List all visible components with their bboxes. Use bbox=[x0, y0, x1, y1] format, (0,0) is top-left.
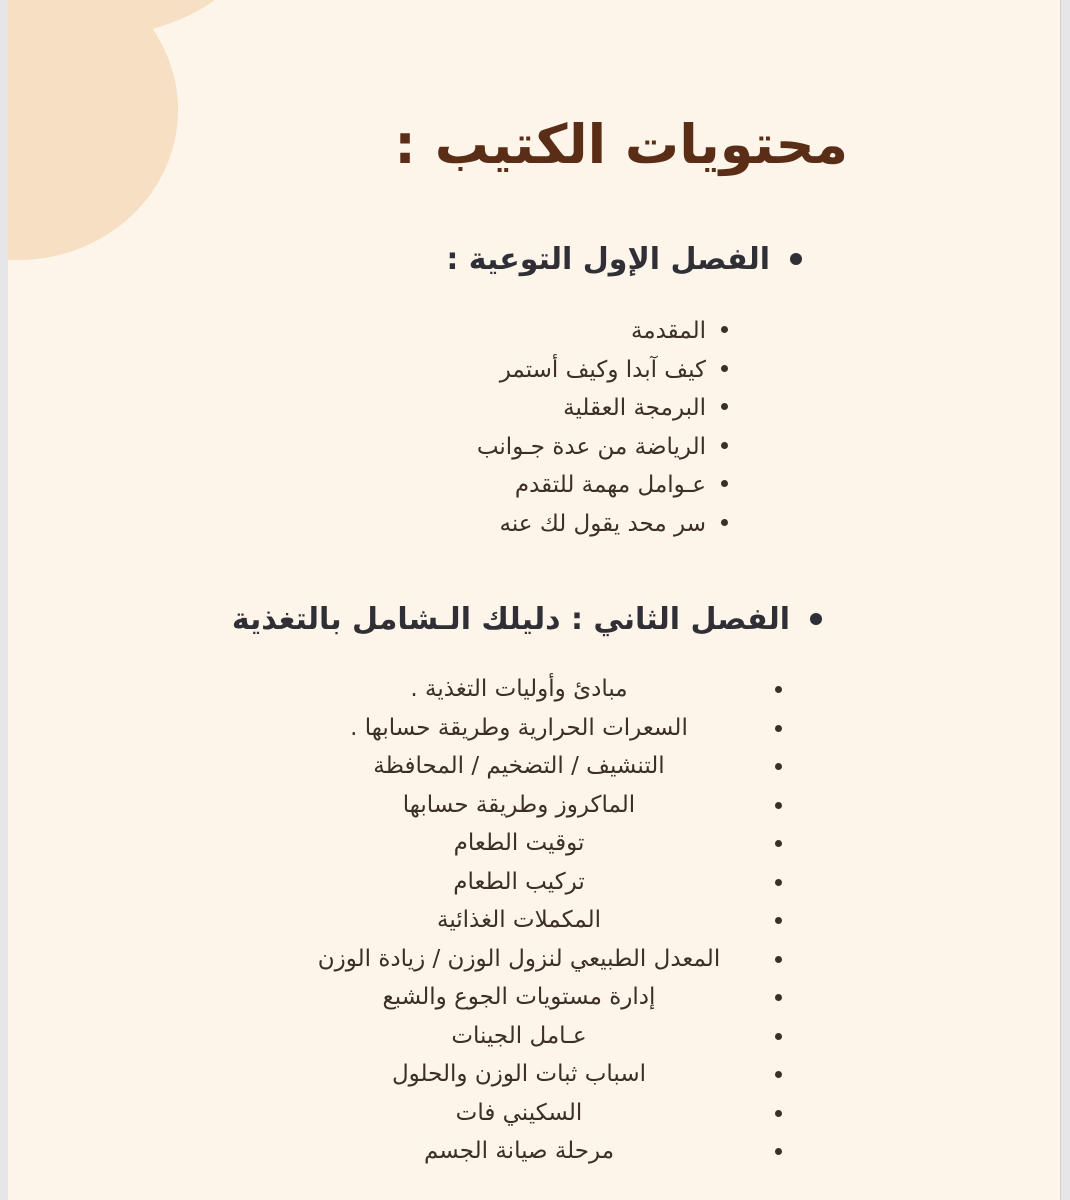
list-item-label: إدارة مستويات الجوع والشبع bbox=[382, 984, 656, 1010]
bullet-icon bbox=[810, 613, 822, 625]
list-item bbox=[8, 709, 1060, 748]
bullet-icon bbox=[721, 403, 728, 410]
chapter1-list bbox=[8, 312, 728, 543]
list-item bbox=[8, 1132, 1060, 1171]
list-item-label: السكيني فات bbox=[455, 1099, 583, 1126]
list-item-label: عـوامل مهمة للتقدم bbox=[514, 472, 706, 498]
list-item-label: البرمجة العقلية bbox=[563, 395, 706, 421]
list-item bbox=[8, 863, 1060, 902]
bullet-icon bbox=[721, 519, 728, 526]
list-item-label: اسباب ثبات الوزن والحلول bbox=[391, 1061, 647, 1087]
list-item-label: تركيب الطعام bbox=[453, 868, 585, 895]
chapter2-heading bbox=[8, 600, 822, 640]
chapter1-heading bbox=[8, 240, 802, 280]
list-item-label: المكملات الغذائية bbox=[436, 907, 601, 933]
list-item bbox=[8, 1017, 1060, 1056]
list-item bbox=[8, 786, 1060, 825]
list-item-label: عـامل الجينات bbox=[451, 1022, 587, 1049]
list-item bbox=[8, 312, 728, 351]
list-item bbox=[8, 670, 1060, 709]
list-item-label: سر محد يقول لك عنه bbox=[499, 510, 706, 537]
list-item bbox=[8, 824, 1060, 863]
list-item bbox=[8, 901, 1060, 940]
list-item bbox=[8, 428, 728, 467]
page-edge bbox=[1060, 0, 1070, 1200]
list-item-label: مبادئ وأوليات التغذية . bbox=[410, 676, 628, 702]
list-item bbox=[8, 466, 728, 505]
list-item bbox=[8, 1055, 1060, 1094]
list-item-label: مرحلة صيانة الجسم bbox=[423, 1138, 615, 1164]
bullet-icon bbox=[721, 365, 728, 372]
chapter1-heading-text: الفصل الإول التوعية : bbox=[446, 242, 770, 277]
list-item-label: التنشيف / التضخيم / المحافظة bbox=[373, 753, 665, 779]
bullet-icon bbox=[721, 326, 728, 333]
list-item bbox=[8, 1094, 1060, 1133]
document-page bbox=[8, 0, 1060, 1200]
bullet-icon bbox=[790, 253, 802, 265]
bullet-icon bbox=[721, 480, 728, 487]
list-item-label: السعرات الحرارية وطريقة حسابها . bbox=[350, 714, 688, 741]
list-item bbox=[8, 940, 1060, 979]
page-title: محتويات الكتيب : bbox=[394, 113, 848, 176]
list-item-label: الماكروز وطريقة حسابها bbox=[402, 791, 636, 818]
list-item bbox=[8, 747, 1060, 786]
chapter2-list bbox=[8, 670, 1060, 1171]
list-item bbox=[8, 389, 728, 428]
list-item-label: الرياضة من عدة جـوانب bbox=[476, 433, 706, 460]
list-item-label: المقدمة bbox=[630, 318, 706, 344]
chapter2-heading-text: الفصل الثاني : دليلك الـشامل بالتغذية bbox=[231, 602, 790, 637]
list-item-label: المعدل الطبيعي لنزول الوزن / زيادة الوزن bbox=[317, 945, 721, 972]
list-item-label: توقيت الطعام bbox=[453, 830, 585, 856]
bullet-icon bbox=[721, 442, 728, 449]
list-item bbox=[8, 505, 728, 544]
list-item bbox=[8, 978, 1060, 1017]
list-item-label: كيف آبدا وكيف أستمر bbox=[499, 356, 706, 383]
list-item bbox=[8, 351, 728, 390]
